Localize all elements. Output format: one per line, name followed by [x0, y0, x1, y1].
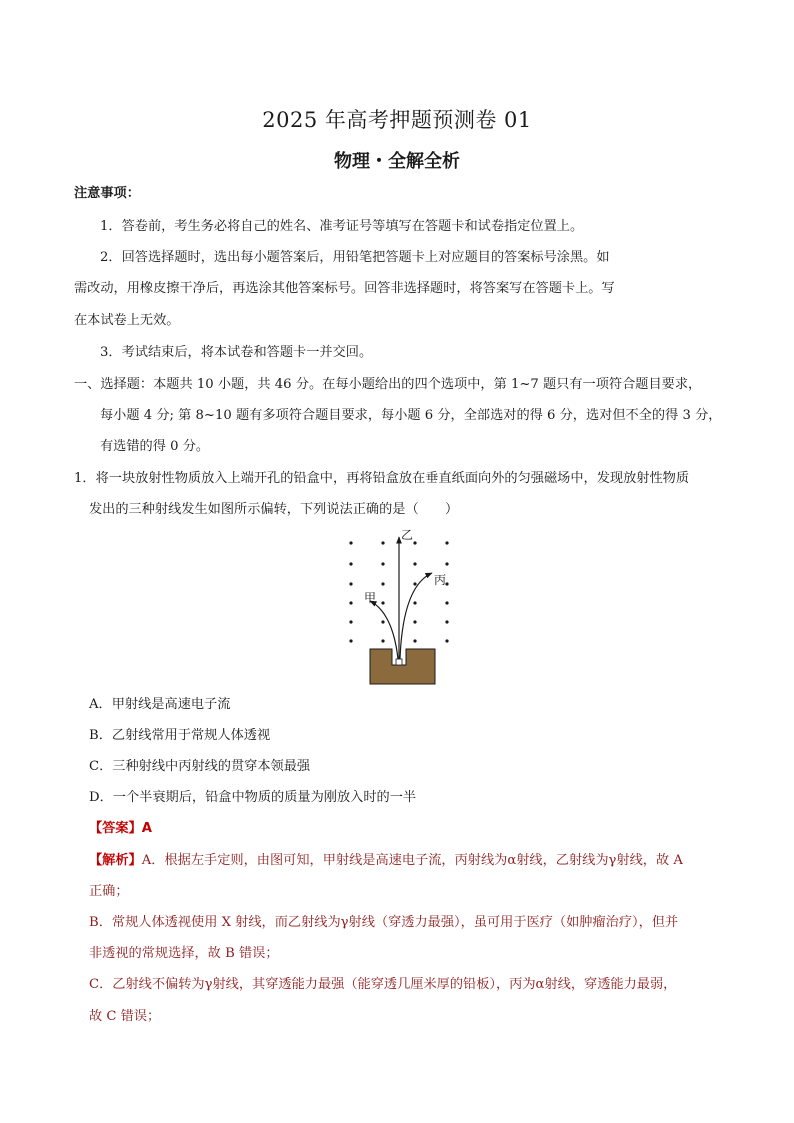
option-a: A．甲射线是高速电子流 [89, 697, 231, 712]
radioactive-source [396, 659, 402, 665]
notice-item-2-line3: 在本试卷上无效。 [74, 313, 180, 328]
notice-item-3: 3．考试结束后，将本试卷和答题卡一并交回。 [100, 345, 373, 360]
analysis-a-line1 [89, 854, 683, 867]
option-d: D．一个半衰期后，铅盒中物质的质量为刚放入时的一半 [89, 790, 417, 805]
notice-item-1: 1．答卷前，考生务必将自己的姓名、准考证号等填写在答题卡和试卷指定位置上。 [100, 219, 584, 234]
notice-item-2-line1: 2．回答选择题时，选出每小题答案后，用铅笔把答题卡上对应题目的答案标号涂黑。如 [100, 250, 610, 265]
ray-bing [400, 573, 432, 659]
page-subtitle: 物理・全解全析 [334, 151, 460, 172]
analysis-b-line2: 非透视的常规选择，故 B 错误； [89, 946, 279, 961]
section-heading-line2: 每小题 4 分; 第 8~10 题有多项符合题目要求，每小题 6 分，全部选对的得 6 分，选对但不全的得 3 分， [100, 408, 722, 423]
question-1-stem-line1: 1．将一块放射性物质放入上端开孔的铅盒中，再将铅盒放在垂直纸面向外的匀强磁场中，发现放射性物质 [74, 471, 690, 486]
radiation-deflection-figure [340, 525, 458, 687]
analysis-c-line1: C．乙射线不偏转为γ射线，其穿透能力最强（能穿透几厘米厚的铅板），丙为α射线，穿透能力最弱， [89, 977, 677, 992]
answer-tag: 【答案】A [89, 821, 152, 836]
analysis-a-line2: 正确； [89, 884, 129, 899]
section-heading-line3: 有选错的得 0 分。 [100, 439, 210, 454]
label-yi: 乙 [401, 528, 414, 542]
analysis-a-text: A．根据左手定则，由图可知，甲射线是高速电子流，丙射线为α射线，乙射线为γ射线，故 A [141, 853, 683, 868]
notice-heading: 注意事项： [74, 186, 140, 201]
analysis-b-line1: B．常规人体透视使用 X 射线，而乙射线为γ射线（穿透力最强），虽可用于医疗（如肿瘤治疗），但并 [89, 915, 679, 930]
lead-box [370, 649, 435, 684]
label-bing: 丙 [434, 573, 447, 587]
page-title: 2025 年高考押题预测卷 01 [262, 108, 532, 132]
option-b: B．乙射线常用于常规人体透视 [89, 728, 271, 743]
section-heading-line1: 一、选择题：本题共 10 小题，共 46 分。在每小题给出的四个选项中，第 1~7 题只有一项符合题目要求， [74, 377, 702, 392]
label-jia: 甲 [364, 591, 377, 605]
option-c: C．三种射线中丙射线的贯穿本领最强 [89, 759, 311, 774]
question-1-stem-line2: 发出的三种射线发生如图所示偏转，下列说法正确的是（ ） [89, 502, 459, 517]
analysis-c-line2: 故 C 错误； [89, 1009, 161, 1024]
notice-item-2-line2: 需改动，用橡皮擦干净后，再选涂其他答案标号。回答非选择题时，将答案写在答题卡上。写 [74, 281, 615, 296]
analysis-tag: 【解析】 [89, 853, 142, 868]
